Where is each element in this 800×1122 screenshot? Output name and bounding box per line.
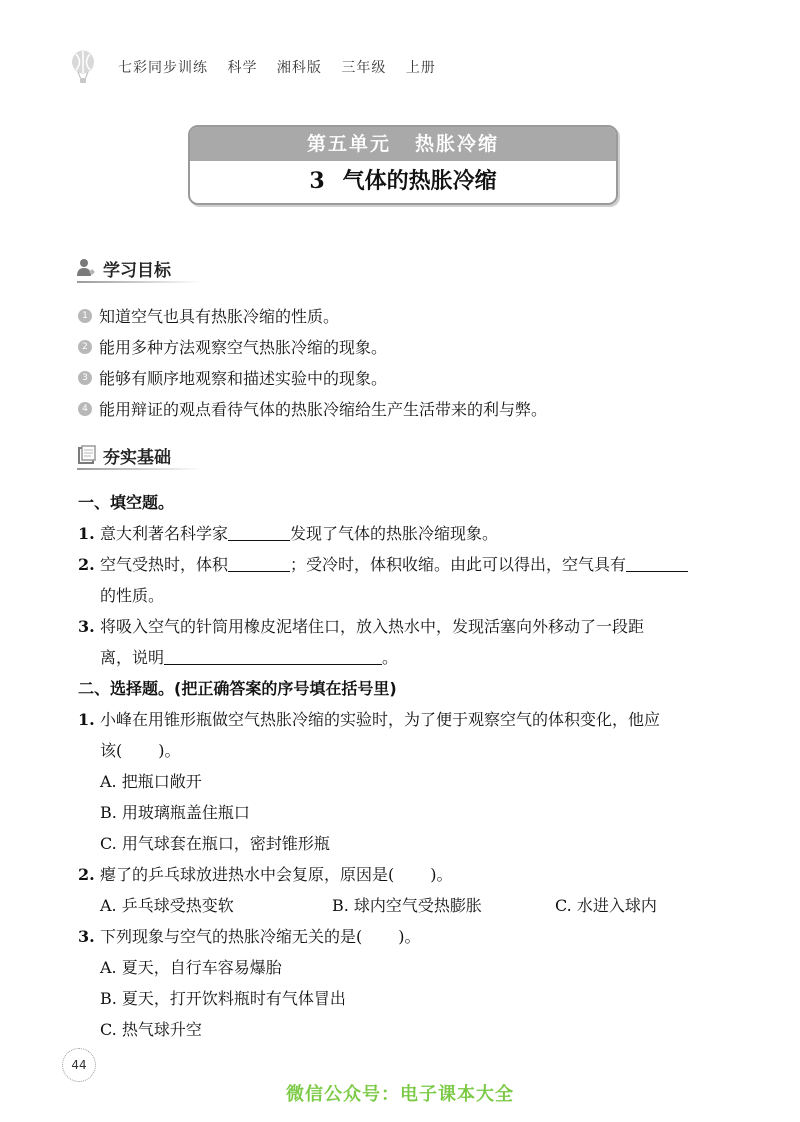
- option-c: C. 用气球套在瓶口，密封锥形瓶: [100, 834, 330, 853]
- page-number: 44: [62, 1048, 96, 1082]
- option-b: B. 球内空气受热膨胀: [332, 896, 482, 915]
- fill-section-heading: 一、填空题。: [78, 493, 175, 512]
- volume: 上册: [405, 60, 436, 76]
- grade: 三年级: [341, 60, 387, 76]
- subject: 科学: [227, 60, 258, 76]
- answer-blank[interactable]: [228, 555, 290, 572]
- lesson-number: 3: [309, 168, 325, 194]
- fill-question-3-cont: 离，说明 。: [100, 648, 399, 667]
- learning-goals-header: [77, 251, 217, 285]
- goal-number-badge: 1: [78, 309, 92, 323]
- option-b: B. 夏天，打开饮料瓶时有气体冒出: [100, 989, 346, 1008]
- learning-goals-list: [78, 300, 738, 424]
- option-b: B. 用玻璃瓶盖住瓶口: [100, 803, 250, 822]
- question-number: 2.: [78, 555, 95, 574]
- edition: 湘科版: [276, 60, 322, 76]
- notebook-icon: [77, 445, 97, 465]
- question-number: 3.: [78, 927, 95, 946]
- lesson-title: [190, 161, 616, 203]
- fill-question-2-cont: 的性质。: [100, 586, 165, 605]
- option-c: C. 热气球升空: [100, 1020, 202, 1039]
- goal-text: 知道空气也具有热胀冷缩的性质。: [99, 307, 340, 326]
- goal-number-badge: 3: [78, 371, 92, 385]
- basics-title: 夯实基础: [103, 447, 171, 468]
- option-c: C. 水进入球内: [555, 896, 657, 915]
- option-a: A. 乒乓球受热变软: [100, 896, 234, 915]
- goal-text: 能用辩证的观点看待气体的热胀冷缩给生产生活带来的利与弊。: [99, 400, 548, 419]
- goal-number-badge: 2: [78, 340, 92, 354]
- answer-blank[interactable]: [228, 524, 290, 541]
- running-header: [70, 50, 450, 84]
- goal-text: 能够有顺序地观察和描述实验中的现象。: [99, 369, 388, 388]
- question-number: 3.: [78, 617, 95, 636]
- hot-air-balloon-icon: [70, 50, 96, 84]
- header-underline: [77, 281, 202, 283]
- answer-blank[interactable]: [164, 648, 382, 665]
- students-icon: [77, 258, 97, 278]
- watermark-text: 微信公众号：电子课本大全: [286, 1084, 514, 1105]
- choice-question-1-cont: 该( )。: [100, 741, 181, 760]
- unit-name: 热胀冷缩: [415, 133, 500, 155]
- question-number: 2.: [78, 865, 95, 884]
- goal-item: [78, 300, 738, 331]
- option-a: A. 夏天，自行车容易爆胎: [100, 958, 282, 977]
- goal-item: [78, 331, 738, 362]
- lesson-name: 气体的热胀冷缩: [342, 168, 497, 194]
- goal-text: 能用多种方法观察空气热胀冷缩的现象。: [99, 338, 388, 357]
- choice-section-heading: 二、选择题。(把正确答案的序号填在括号里): [78, 679, 397, 698]
- header-underline: [77, 468, 202, 470]
- basics-header: [77, 438, 217, 472]
- question-number: 1.: [78, 710, 95, 729]
- question-number: 1.: [78, 524, 95, 543]
- learning-goals-title: 学习目标: [103, 260, 171, 281]
- lesson-title-box: [188, 125, 618, 205]
- option-a: A. 把瓶口敞开: [100, 772, 202, 791]
- unit-number: 第五单元: [306, 133, 391, 155]
- fill-question-1: 1. 意大利著名科学家 发现了气体的热胀冷缩现象。: [78, 524, 499, 543]
- choice-question-2: 2. 瘪了的乒乓球放进热水中会复原，原因是( )。: [78, 865, 453, 884]
- fill-question-2: 2. 空气受热时，体积 ；受冷时，体积收缩。由此可以得出，空气具有: [78, 552, 688, 575]
- book-series: 七彩同步训练: [118, 60, 208, 76]
- goal-number-badge: 4: [78, 402, 92, 416]
- choice-question-3: 3. 下列现象与空气的热胀冷缩无关的是( )。: [78, 927, 421, 946]
- answer-blank[interactable]: [626, 555, 688, 572]
- goal-item: [78, 393, 738, 424]
- choice-question-1: 1. 小峰在用锥形瓶做空气热胀冷缩的实验时，为了便于观察空气的体积变化，他应: [78, 710, 661, 729]
- fill-question-3: 3. 将吸入空气的针筒用橡皮泥堵住口，放入热水中，发现活塞向外移动了一段距: [78, 617, 645, 636]
- goal-item: [78, 362, 738, 393]
- unit-title: [190, 127, 616, 161]
